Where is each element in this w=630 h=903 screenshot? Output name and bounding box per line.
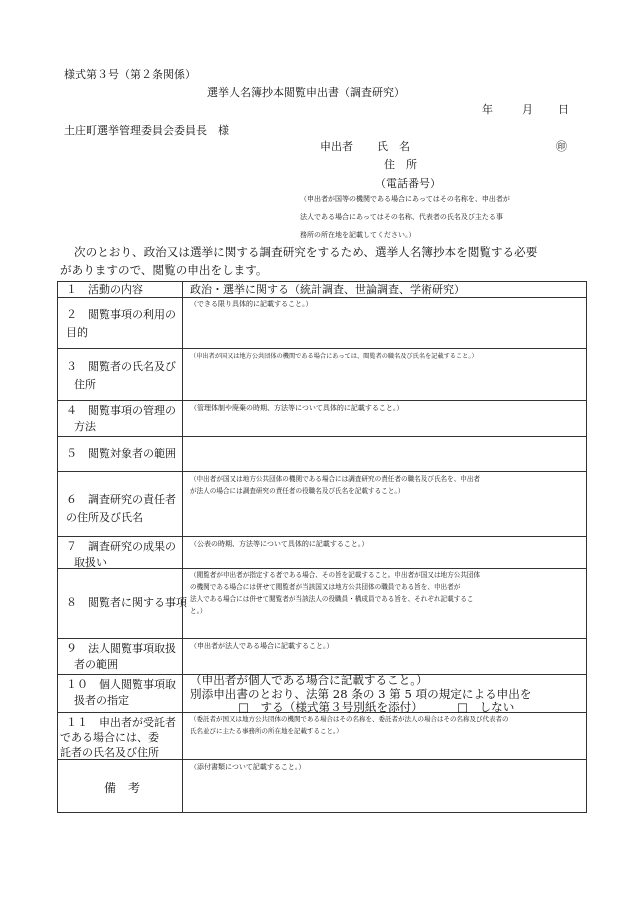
row10-statement: 別添申出書のとおり、法第 28 条の 3 第 5 項の規定による申出を — [190, 687, 532, 701]
date-day-label: 日 — [558, 103, 569, 116]
row6-note-line1: （申出者が国又は地方公共団体の機関である場合には調査研究の責任者の職名及び氏名を、申出者 — [190, 475, 481, 483]
row4-note: （管理体制や廃棄の時期、方法等について具体的に記載すること。） — [190, 404, 404, 412]
form-number: 様式第３号（第２条関係） — [64, 68, 196, 81]
row6-label-line1: ６ 調査研究の責任者 — [66, 493, 176, 506]
intro-line2: がありますので、閲覧の申出をします。 — [60, 263, 268, 277]
row-divider — [57, 348, 587, 349]
remarks-label: 備 考 — [104, 781, 141, 795]
option-apply-checkbox[interactable]: □ する（様式第３号別紙を添付） — [238, 700, 423, 714]
row8-note-line3: 法人である場合には併せて閲覧者が当該法人の役職員・構成員である旨を、それぞれ記載するこ — [190, 595, 474, 603]
applicant-name-label: 氏 名 — [377, 140, 410, 153]
seal-mark: ㊞ — [556, 140, 567, 153]
row11-label-line3: 託者の氏名及び住所 — [60, 746, 159, 759]
document-title: 選挙人名簿抄本閲覧申出書（調査研究） — [207, 86, 405, 99]
row4-label-line2: 方法 — [74, 420, 96, 433]
row8-input-area[interactable] — [183, 618, 586, 638]
remarks-note: （添付書類について記載すること。） — [190, 763, 306, 771]
row11-input-area[interactable] — [183, 738, 586, 759]
row8-note-line4: と。） — [190, 607, 207, 615]
applicant-label: 申出者 — [320, 140, 353, 153]
applicant-address-label: 住 所 — [384, 158, 417, 171]
row3-label-line2: 住所 — [74, 378, 96, 391]
row2-label-line2: 目的 — [66, 326, 88, 339]
row7-input-area[interactable] — [183, 552, 586, 568]
row7-note: （公表の時期、方法等について具体的に記載すること。） — [190, 540, 369, 548]
row6-input-area[interactable] — [183, 498, 586, 536]
row1-label: １ 活動の内容 — [66, 283, 143, 296]
row11-label-line1: １１ 申出者が受託者 — [66, 716, 176, 729]
row8-label: ８ 閲覧者に関する事項 — [66, 596, 187, 609]
row11-note-line2: 氏名並びに主たる事務所の所在地を記載すること。） — [190, 727, 343, 735]
addressee: 土庄町選挙管理委員会委員長 様 — [64, 124, 229, 137]
row4-label-line1: ４ 閲覧事項の管理の — [66, 404, 176, 417]
row-divider — [57, 400, 587, 401]
row5-label: ５ 閲覧対象者の範囲 — [66, 447, 176, 460]
row9-note: （申出者が法人である場合に記載すること。） — [190, 642, 334, 650]
row10-label-line2: 扱者の指定 — [74, 694, 129, 707]
row9-label-line2: 者の範囲 — [74, 658, 118, 671]
row3-label-line1: ３ 閲覧者の氏名及び — [66, 360, 176, 373]
row2-note: （できる限り具体的に記載すること。） — [190, 300, 313, 308]
remarks-input-area[interactable] — [183, 775, 586, 812]
row10-label-line1: １０ 個人閲覧事項取 — [66, 678, 176, 691]
row5-input-area[interactable] — [183, 437, 586, 471]
date-month-label: 月 — [522, 103, 533, 116]
row-divider — [57, 638, 587, 639]
row6-label-line2: の住所及び氏名 — [66, 511, 143, 524]
row1-value: 政治・選挙に関する（統計調査、世論調査、学術研究） — [190, 283, 465, 296]
applicant-phone-label: （電話番号） — [375, 177, 441, 190]
row7-label-line2: 取扱い — [74, 556, 107, 569]
row11-note-line1: （委託者が国又は地方公共団体の機関である場合はその名称を、委託者が法人の場合はその名称及び代表者の — [190, 715, 509, 723]
row9-input-area[interactable] — [183, 654, 586, 674]
applicant-note-line3: 務所の所在地を記載してください。） — [300, 231, 416, 239]
row3-input-area[interactable] — [183, 364, 586, 400]
row3-note: （申出者が国又は地方公共団体の機関である場合にあっては、閲覧者の職名及び氏名を記載すること。） — [190, 353, 478, 360]
table-column-divider — [182, 281, 183, 813]
applicant-note-line1: （申出者が国等の機関である場合にあってはその名称を、申出者が — [300, 195, 510, 203]
applicant-note-line2: 法人である場合にあってはその名称、代表者の氏名及び主たる事 — [300, 213, 503, 221]
row9-label-line1: ９ 法人閲覧事項取扱 — [66, 642, 176, 655]
row8-note-line2: の機関である場合には併せて閲覧者が当該国又は地方公共団体の職員である旨を、申出者が — [190, 583, 461, 591]
row2-input-area[interactable] — [183, 312, 586, 348]
row7-label-line1: ７ 調査研究の成果の — [66, 540, 176, 553]
row8-note-line1: （閲覧者が申出者が指定する者である場合、その旨を記載すること。申出者が国又は地方公共団体 — [190, 571, 481, 579]
row6-note-line2: が法人の場合には調査研究の責任者の役職名及び氏名を記載すること。） — [190, 487, 405, 495]
row4-input-area[interactable] — [183, 416, 586, 436]
row11-label-line2: である場合には、委 — [60, 731, 159, 744]
row-divider — [57, 536, 587, 537]
intro-line1: 次のとおり、政治又は選挙に関する調査研究をするため、選挙人名簿抄本を閲覧する必要 — [74, 245, 538, 259]
date-year-label: 年 — [482, 103, 493, 116]
row-divider — [57, 471, 587, 472]
option-not-apply-checkbox[interactable]: □ しない — [457, 700, 515, 714]
row2-label-line1: ２ 閲覧事項の利用の — [66, 308, 176, 321]
row10-note: （申出者が個人である場合に記載すること。） — [190, 673, 428, 687]
